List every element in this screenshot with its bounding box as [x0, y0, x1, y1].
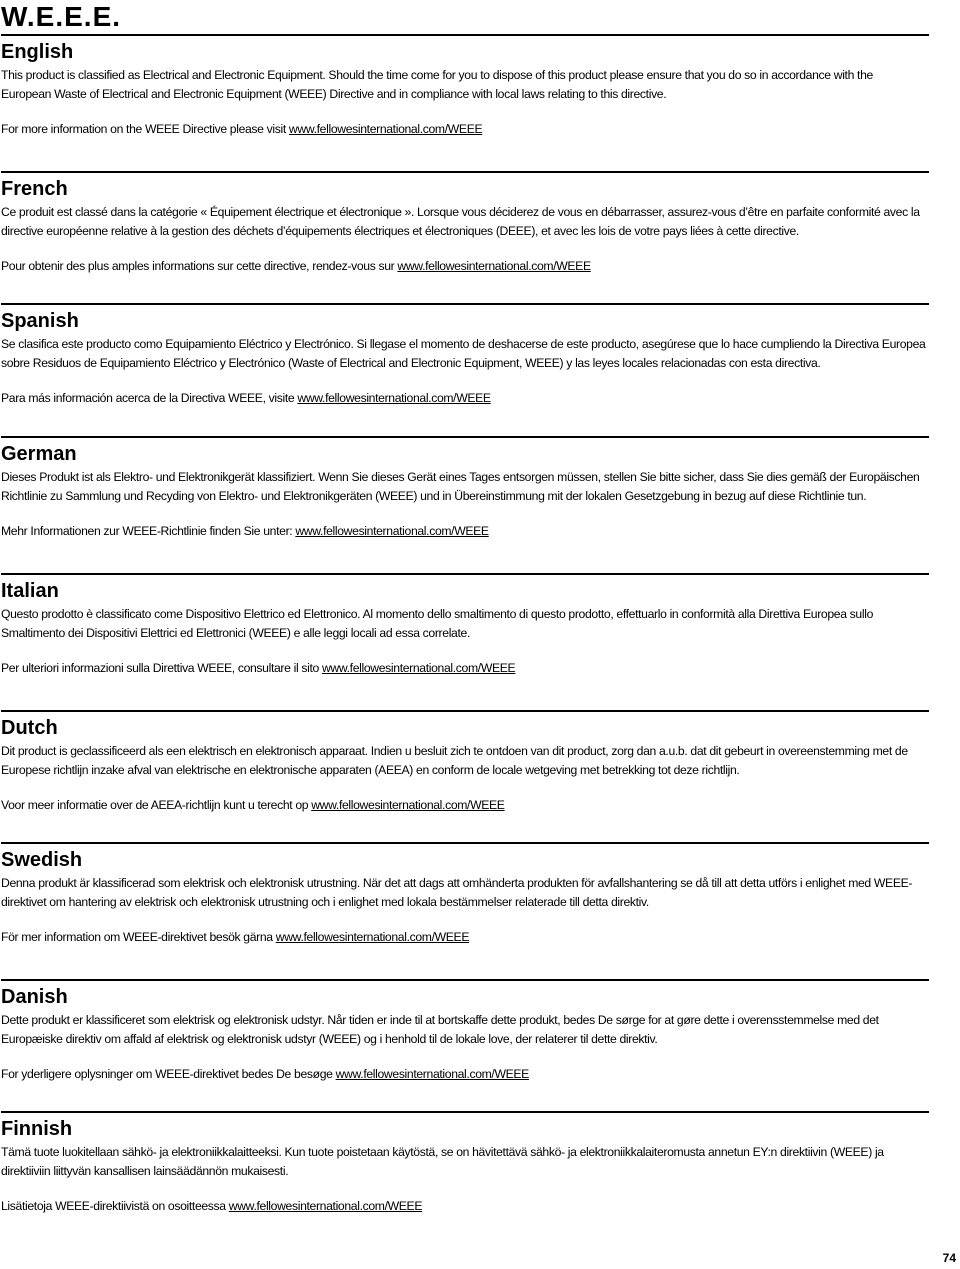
section-divider	[1, 303, 929, 305]
weee-link[interactable]: www.fellowesinternational.com/WEEE	[295, 524, 489, 538]
section-english	[0, 34, 930, 139]
weee-link[interactable]: www.fellowesinternational.com/WEEE	[228, 1199, 423, 1213]
section-body: Tämä tuote luokitellaan sähkö- ja elektroniikkalaitteeksi. Kun tuote poistetaan käytöstä, se on hävitettävä sähkö- ja elektroniikkalaiteromusta annetun EY:n direktiivin (WEEE) ja direktiiviin liittyvän kansallisen lainsäädännön mukaisesti.	[1, 1145, 884, 1178]
section-finnish	[0, 1111, 930, 1216]
section-title: Finnish	[1, 1118, 73, 1140]
more-info-text: Para más información acerca de la Directiva WEEE, visite	[1, 391, 298, 405]
section-german	[0, 436, 930, 541]
weee-link[interactable]: www.fellowesinternational.com/WEEE	[311, 798, 505, 812]
more-info	[1, 659, 926, 678]
more-info	[1, 257, 926, 276]
section-title: English	[1, 41, 74, 63]
weee-link[interactable]: www.fellowesinternational.com/WEEE	[288, 122, 483, 136]
more-info	[1, 1197, 926, 1216]
more-info	[1, 522, 926, 541]
section-divider	[1, 573, 929, 575]
weee-link[interactable]: www.fellowesinternational.com/WEEE	[297, 391, 491, 405]
section-dutch	[0, 710, 930, 815]
more-info-text: Per ulteriori informazioni sulla Direttiva WEEE, consultare il sito	[1, 661, 322, 675]
more-info-text: For yderligere oplysninger om WEEE-direktivet bedes De besøge	[1, 1067, 336, 1081]
section-body: Dette produkt er klassificeret som elektrisk og elektronisk udstyr. Når tiden er inde til at bortskaffe dette produkt, bedes De sørge for at gøre dette i overensstemmelse med det Europæiske direktiv om affald af elektrisk og elektronisk udstyr (WEEE) og i henhold til de lokale love, der relaterer til dette direktiv.	[1, 1013, 879, 1046]
page-number: 74	[942, 1251, 956, 1265]
section-body: This product is classified as Electrical and Electronic Equipment. Should the time come for you to dispose of this product please ensure that you do so in accordance with the European Waste of Electrical and Electronic Equipment (WEEE) Directive and in compliance with local laws relating to this directive.	[1, 68, 873, 101]
more-info-text: Mehr Informationen zur WEEE-Richtlinie finden Sie unter:	[1, 524, 296, 538]
more-info	[1, 389, 926, 408]
more-info-text: Voor meer informatie over de AEEA-richtlijn kunt u terecht op	[1, 798, 312, 812]
section-divider	[1, 1111, 929, 1113]
section-divider	[1, 842, 929, 844]
more-info-text: Lisätietoja WEEE-direktiivistä on osoitteessa	[1, 1199, 229, 1213]
more-info	[1, 928, 926, 947]
section-swedish	[0, 842, 930, 947]
section-title: German	[1, 443, 77, 465]
section-danish	[0, 979, 930, 1084]
weee-link[interactable]: www.fellowesinternational.com/WEEE	[335, 1067, 529, 1081]
section-title: Dutch	[1, 717, 58, 739]
section-body: Dieses Produkt ist als Elektro- und Elektronikgerät klassifiziert. Wenn Sie dieses Gerät eines Tages entsorgen müssen, stellen Sie bitte sicher, dass Sie dies gemäß der Europäischen Richtlinie zu Sammlung und Recyding von Elektro- und Elektronikgeräten (WEEE) und in Übereinstimmung mit der lokalen Gesetzgebung in bezug auf diese Richtlinie tun.	[1, 470, 920, 503]
section-body: Denna produkt är klassificerad som elektrisk och elektronisk utrustning. När det att dags att omhänderta produkten för avfallshantering se då till att detta utförs i enlighet med WEEE-direktivet om hantering av elektrisk och elektronisk utrustning och i enlighet med lokala bestämmelser relaterade till detta direktiv.	[1, 876, 913, 909]
weee-link[interactable]: www.fellowesinternational.com/WEEE	[321, 661, 516, 675]
weee-link[interactable]: www.fellowesinternational.com/WEEE	[397, 259, 591, 273]
weee-link[interactable]: www.fellowesinternational.com/WEEE	[275, 930, 470, 944]
section-body: Dit product is geclassificeerd als een elektrisch en elektronisch apparaat. Indien u besluit zich te ontdoen van dit product, zorg dan a.u.b. dat dit gebeurt in overeenstemming met de Europese richtlijn inzake afval van elektrische en elektronische apparaten (AEEA) en conform de locale wetgeving met betrekking tot deze richtlijn.	[1, 744, 908, 777]
more-info-text: Pour obtenir des plus amples informations sur cette directive, rendez-vous sur	[1, 259, 398, 273]
section-french	[0, 171, 930, 276]
more-info	[1, 796, 926, 815]
section-title: French	[1, 178, 68, 200]
section-body: Questo prodotto è classificato come Dispositivo Elettrico ed Elettronico. Al momento dello smaltimento di questo prodotto, effettuarlo in conformità alla Direttiva Europea sullo Smaltimento dei Dispositivi Elettrici ed Elettronici (WEEE) e alle leggi locali ad essa correlate.	[1, 607, 873, 640]
section-italian	[0, 573, 930, 678]
section-divider	[1, 436, 929, 438]
section-title: Italian	[1, 580, 59, 602]
section-divider	[1, 34, 929, 36]
section-title: Swedish	[1, 849, 83, 871]
more-info	[1, 120, 926, 139]
section-title: Spanish	[1, 310, 79, 332]
document-title: W.E.E.E.	[1, 1, 122, 32]
section-body: Se clasifica este producto como Equipamiento Eléctrico y Electrónico. Si llegase el momento de deshacerse de este producto, asegúrese que lo hace cumpliendo la Directiva Europea sobre Residuos de Equipamiento Eléctrico y Electrónico (Waste of Electrical and Electronic Equipment, WEEE) y las leyes locales relacionadas con esta directiva.	[1, 337, 926, 370]
more-info	[1, 1065, 926, 1084]
section-divider	[1, 979, 929, 981]
section-divider	[1, 171, 929, 173]
section-body: Ce produit est classé dans la catégorie « Équipement électrique et électronique ». Lorsque vous déciderez de vous en débarrasser, assurez-vous d’être en parfaite conformité avec la directive européenne relative à la gestion des déchets d’équipements électriques et électroniques (DEEE), et avec les lois de votre pays liées à cette directive.	[1, 205, 920, 238]
section-divider	[1, 710, 929, 712]
more-info-text: For more information on the WEEE Directive please visit	[1, 122, 289, 136]
section-title: Danish	[1, 986, 68, 1008]
more-info-text: För mer information om WEEE-direktivet besök gärna	[1, 930, 276, 944]
section-spanish	[0, 303, 930, 408]
